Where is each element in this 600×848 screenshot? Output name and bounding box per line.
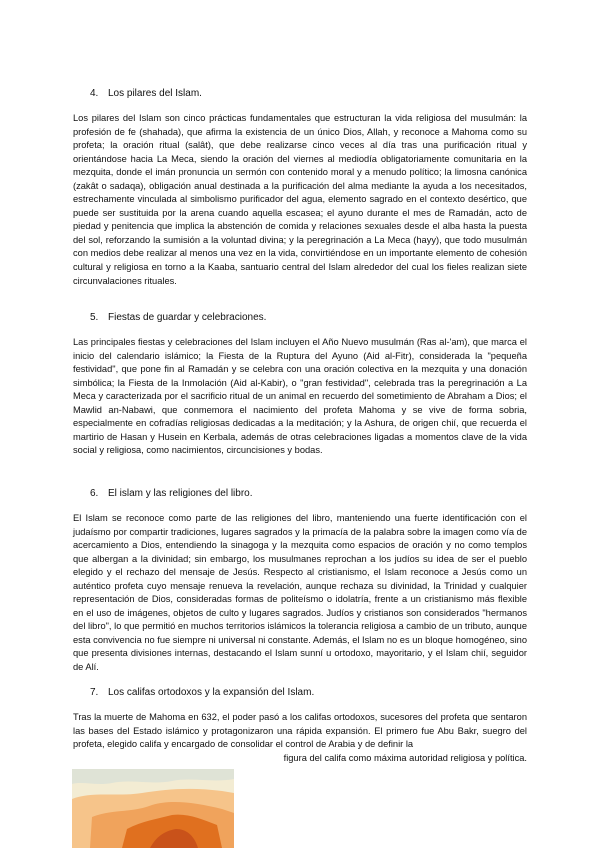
- section-title: Fiestas de guardar y celebraciones.: [108, 312, 267, 323]
- section-title: El islam y las religiones del libro.: [108, 488, 253, 499]
- section-heading-7: [90, 686, 314, 699]
- section-paragraph-4: Los pilares del Islam son cinco prácticas fundamentales que estructuran la vida religiosa del musulmán: la profesión de fe (shahada), que afirma la existencia de un único Dios, Allah, y reconoce a Mahoma como su profeta; la oración ritual (salât), que debe realizarse cinco veces al día tras una purificación ritual y orientándose hacia La Meca, siendo la oración del viernes al mediodía obligatoriamente comunitaria en la mezquita, donde el imán pronuncia un sermón con contenido moral y a menudo político; la limosna canónica (zakât o sadaqa), obligación anual destinada a la purificación del alma mediante la ayuda a los necesitados, estrechamente vinculada al simbolismo purificador del agua, elemento sagrado en el contexto desértico, que puede ser sustituida por la arena cuando aquella escasea; el ayuno durante el mes de Ramadán, acto de piedad y penitencia que implica la abstención de comida y relaciones sexuales desde el alba hasta la puesta del sol, reforzando la sumisión a la voluntad divina; y la peregrinación a La Meca (hayy), que todo musulmán con medios debe realizar al menos una vez en la vida, convirtiéndose en un importante elemento de cohesión cultural y religiosa en torno a la Kaaba, santuario central del Islam alrededor del cual los fieles realizan siete circunvalaciones rituales.: [73, 113, 527, 286]
- section-paragraph-7-tail: figura del califa como máxima autoridad religiosa y política.: [283, 753, 527, 763]
- section-number: 4.: [90, 88, 99, 99]
- section-title: Los califas ortodoxos y la expansión del Islam.: [108, 687, 315, 698]
- section-number: 6.: [90, 488, 99, 499]
- section-heading-5: [90, 311, 266, 324]
- section-number: 7.: [90, 687, 99, 698]
- section-number: 5.: [90, 312, 99, 323]
- expansion-map: [72, 769, 234, 848]
- expansion-map-figure: [72, 769, 234, 848]
- section-heading-6: [90, 487, 253, 500]
- section-paragraph-5: Las principales fiestas y celebraciones del Islam incluyen el Año Nuevo musulmán (Ras al-'am), que marca el inicio del calendario islámico; la Fiesta de la Ruptura del Ayuno (Aid al-Fitr), considerada la "pequeña festividad", que pone fin al Ramadán y se celebra con una oración colectiva en la mezquita y una donación simbólica; la Fiesta de la Inmolación (Aid al-Kabir), o "gran festividad", celebrada tras la peregrinación a La Meca y caracterizada por el sacrificio ritual de un animal en recuerdo del sometimiento de Abraham a Dios; el Mawlid an-Nabawi, que conmemora el nacimiento del profeta Mahoma y se vive de forma sobria, especialmente en cofradías religiosas dedicadas a la meditación; y la Ashura, de origen chií, que recuerda el martirio de Hasan y Husein en Kerbala, además de otras celebraciones ligadas a momentos clave de la vida social y religiosa, como nacimientos, circuncisiones y bodas.: [73, 337, 527, 456]
- section-title: Los pilares del Islam.: [108, 88, 202, 99]
- section-paragraph-6: El Islam se reconoce como parte de las religiones del libro, manteniendo una fuerte identificación con el judaísmo por compartir tradiciones, lugares sagrados y la primacía de la palabra sobre la imagen como vía de acercamiento a Dios, entendiendo la sinagoga y la mezquita como espacios de oración y no como templos que albergan a la divinidad; sin embargo, los musulmanes reprochan a los judíos su idea de ser el pueblo elegido y el rechazo del mensaje de Jesús. Respecto al cristianismo, el Islam reconoce a Jesús como un auténtico profeta cuyo mensaje renueva la revelación, aunque rechaza su divinidad, la Trinidad y cualquier representación de Dios, consideradas formas de politeísmo o idolatría, frente a un cristianismo más flexible en el uso de imágenes, objetos de culto y lugares sagrados. Judíos y cristianos son considerados "hermanos del libro", lo que permitió en muchos territorios islámicos la tolerancia religiosa a cambio de un tributo, aunque esta convivencia no fue siempre ni universal ni constante. Además, el Islam no es un bloque homogéneo, sino que presenta divisiones internas, destacando el Islam sunní u ortodoxo, mayoritario, y el Islam chií, seguidor de Alí.: [73, 513, 527, 673]
- section-heading-4: [90, 87, 202, 100]
- section-paragraph-7: Tras la muerte de Mahoma en 632, el poder pasó a los califas ortodoxos, sucesores del profeta que sentaron las bases del Estado islámico y protagonizaron una rápida expansión. El primero fue Abu Bakr, suegro del profeta, elegido califa y encargado de consolidar el control de Arabia y de definir la: [73, 712, 527, 750]
